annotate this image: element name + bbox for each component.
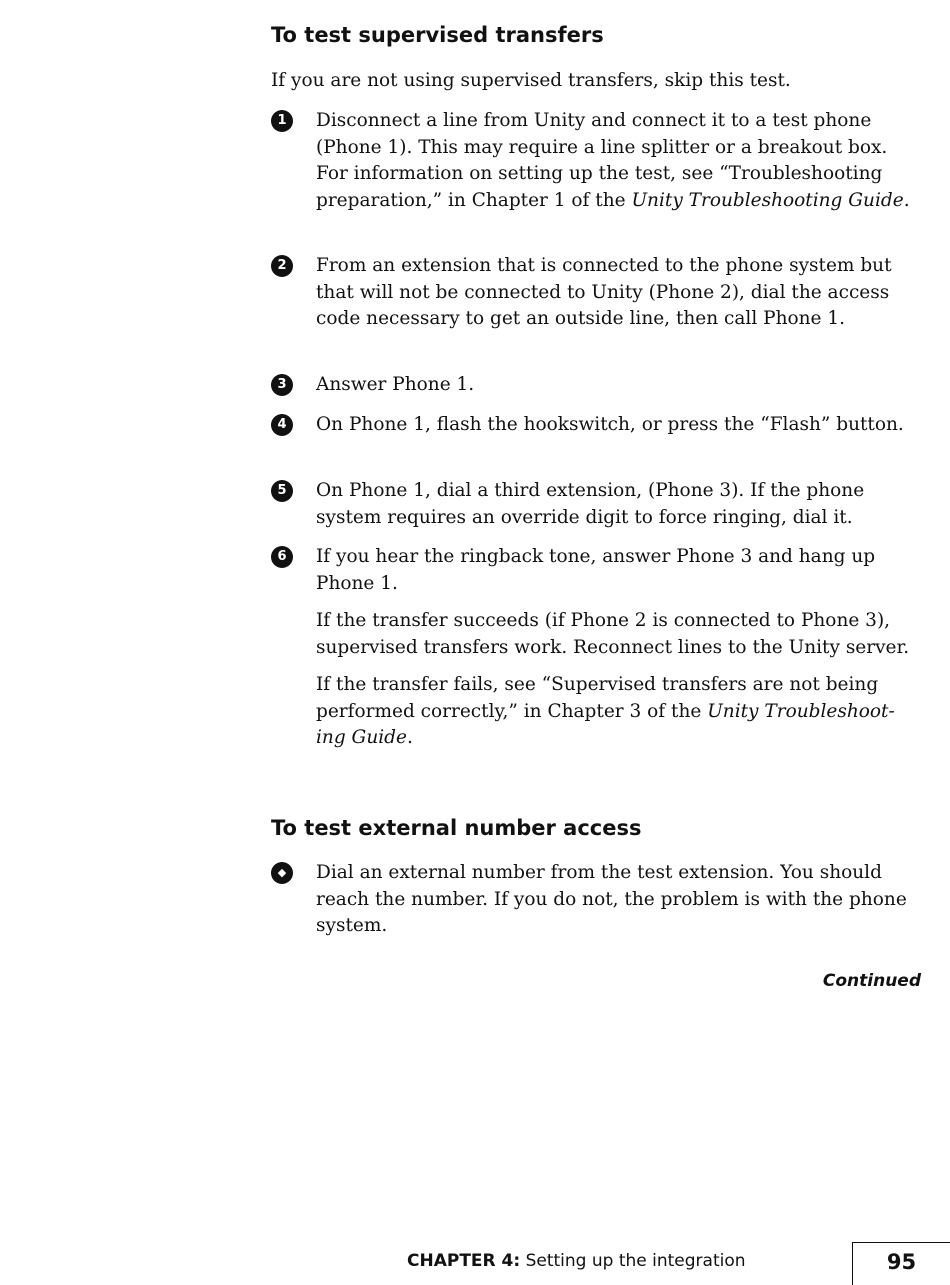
footer-chapter-label: CHAPTER 4: [407,1251,521,1271]
step-5 [271,478,931,531]
step-number-badge-icon: 6 [271,546,293,568]
footer-chapter-title: Setting up the integration [520,1251,746,1271]
step-number-badge-icon: 5 [271,480,293,502]
footer-chapter [407,1250,746,1272]
step-number-badge-icon: 3 [271,374,293,396]
step-3 [271,372,931,399]
step-6-body [316,544,921,752]
guide-title: Unity Troubleshooting Guide [631,189,904,211]
bullet-step [271,860,931,940]
step-5-text: On Phone 1, dial a third extension, (Phone 3). If the phone system requires an override digit to force ringing, dial it. [316,480,865,528]
section-intro: If you are not using supervised transfers, skip this test. [271,70,791,91]
continued-label: Continued [822,971,921,991]
step-number-badge-icon: 4 [271,414,293,436]
step-number-badge-icon: 2 [271,255,293,277]
step-1-text: Disconnect a line from Unity and connect it to a test phone (Phone 1). This may require a line splitter or a breakout box. For information on setting up the test, see “Troubleshooting preparation,” in Chapter 1 of the Unity Troubleshooting Guide. [316,110,910,211]
bullet-step-text: Dial an external number from the test extension. You should reach the number. If you do not, the problem is with the phone system. [316,862,907,936]
guide-title: Unity Troubleshoot-ing Guide [316,700,895,748]
step-2-text: From an extension that is connected to the phone system but that will not be connected to Unity (Phone 2), dial the access code necessary to get an outside line, then call Phone 1. [316,255,892,329]
step-4 [271,412,931,439]
step-number-badge-icon: 1 [271,110,293,132]
diamond-bullet-icon: ◆ [271,862,293,884]
step-3-text: Answer Phone 1. [316,374,475,395]
page-number: 95 [886,1250,917,1274]
step-2 [271,253,931,333]
step-6-failure-note: If the transfer fails, see “Supervised transfers are not being performed correctly,” in Chapter 3 of the Unity Troubleshoot-ing Guide. [316,674,895,748]
section-heading-supervised-transfers: To test supervised transfers [271,23,604,47]
step-4-text: On Phone 1, flash the hookswitch, or press the “Flash” button. [316,414,904,435]
step-1 [271,108,931,214]
step-6-success-note: If the transfer succeeds (if Phone 2 is connected to Phone 3), supervised transfers work. Reconnect lines to the Unity server. [316,610,910,658]
step-6 [271,544,931,752]
section-heading-external-number-access: To test external number access [271,816,642,840]
step-6-text: If you hear the ringback tone, answer Phone 3 and hang up Phone 1. [316,546,876,594]
page-number-box [852,1242,950,1285]
